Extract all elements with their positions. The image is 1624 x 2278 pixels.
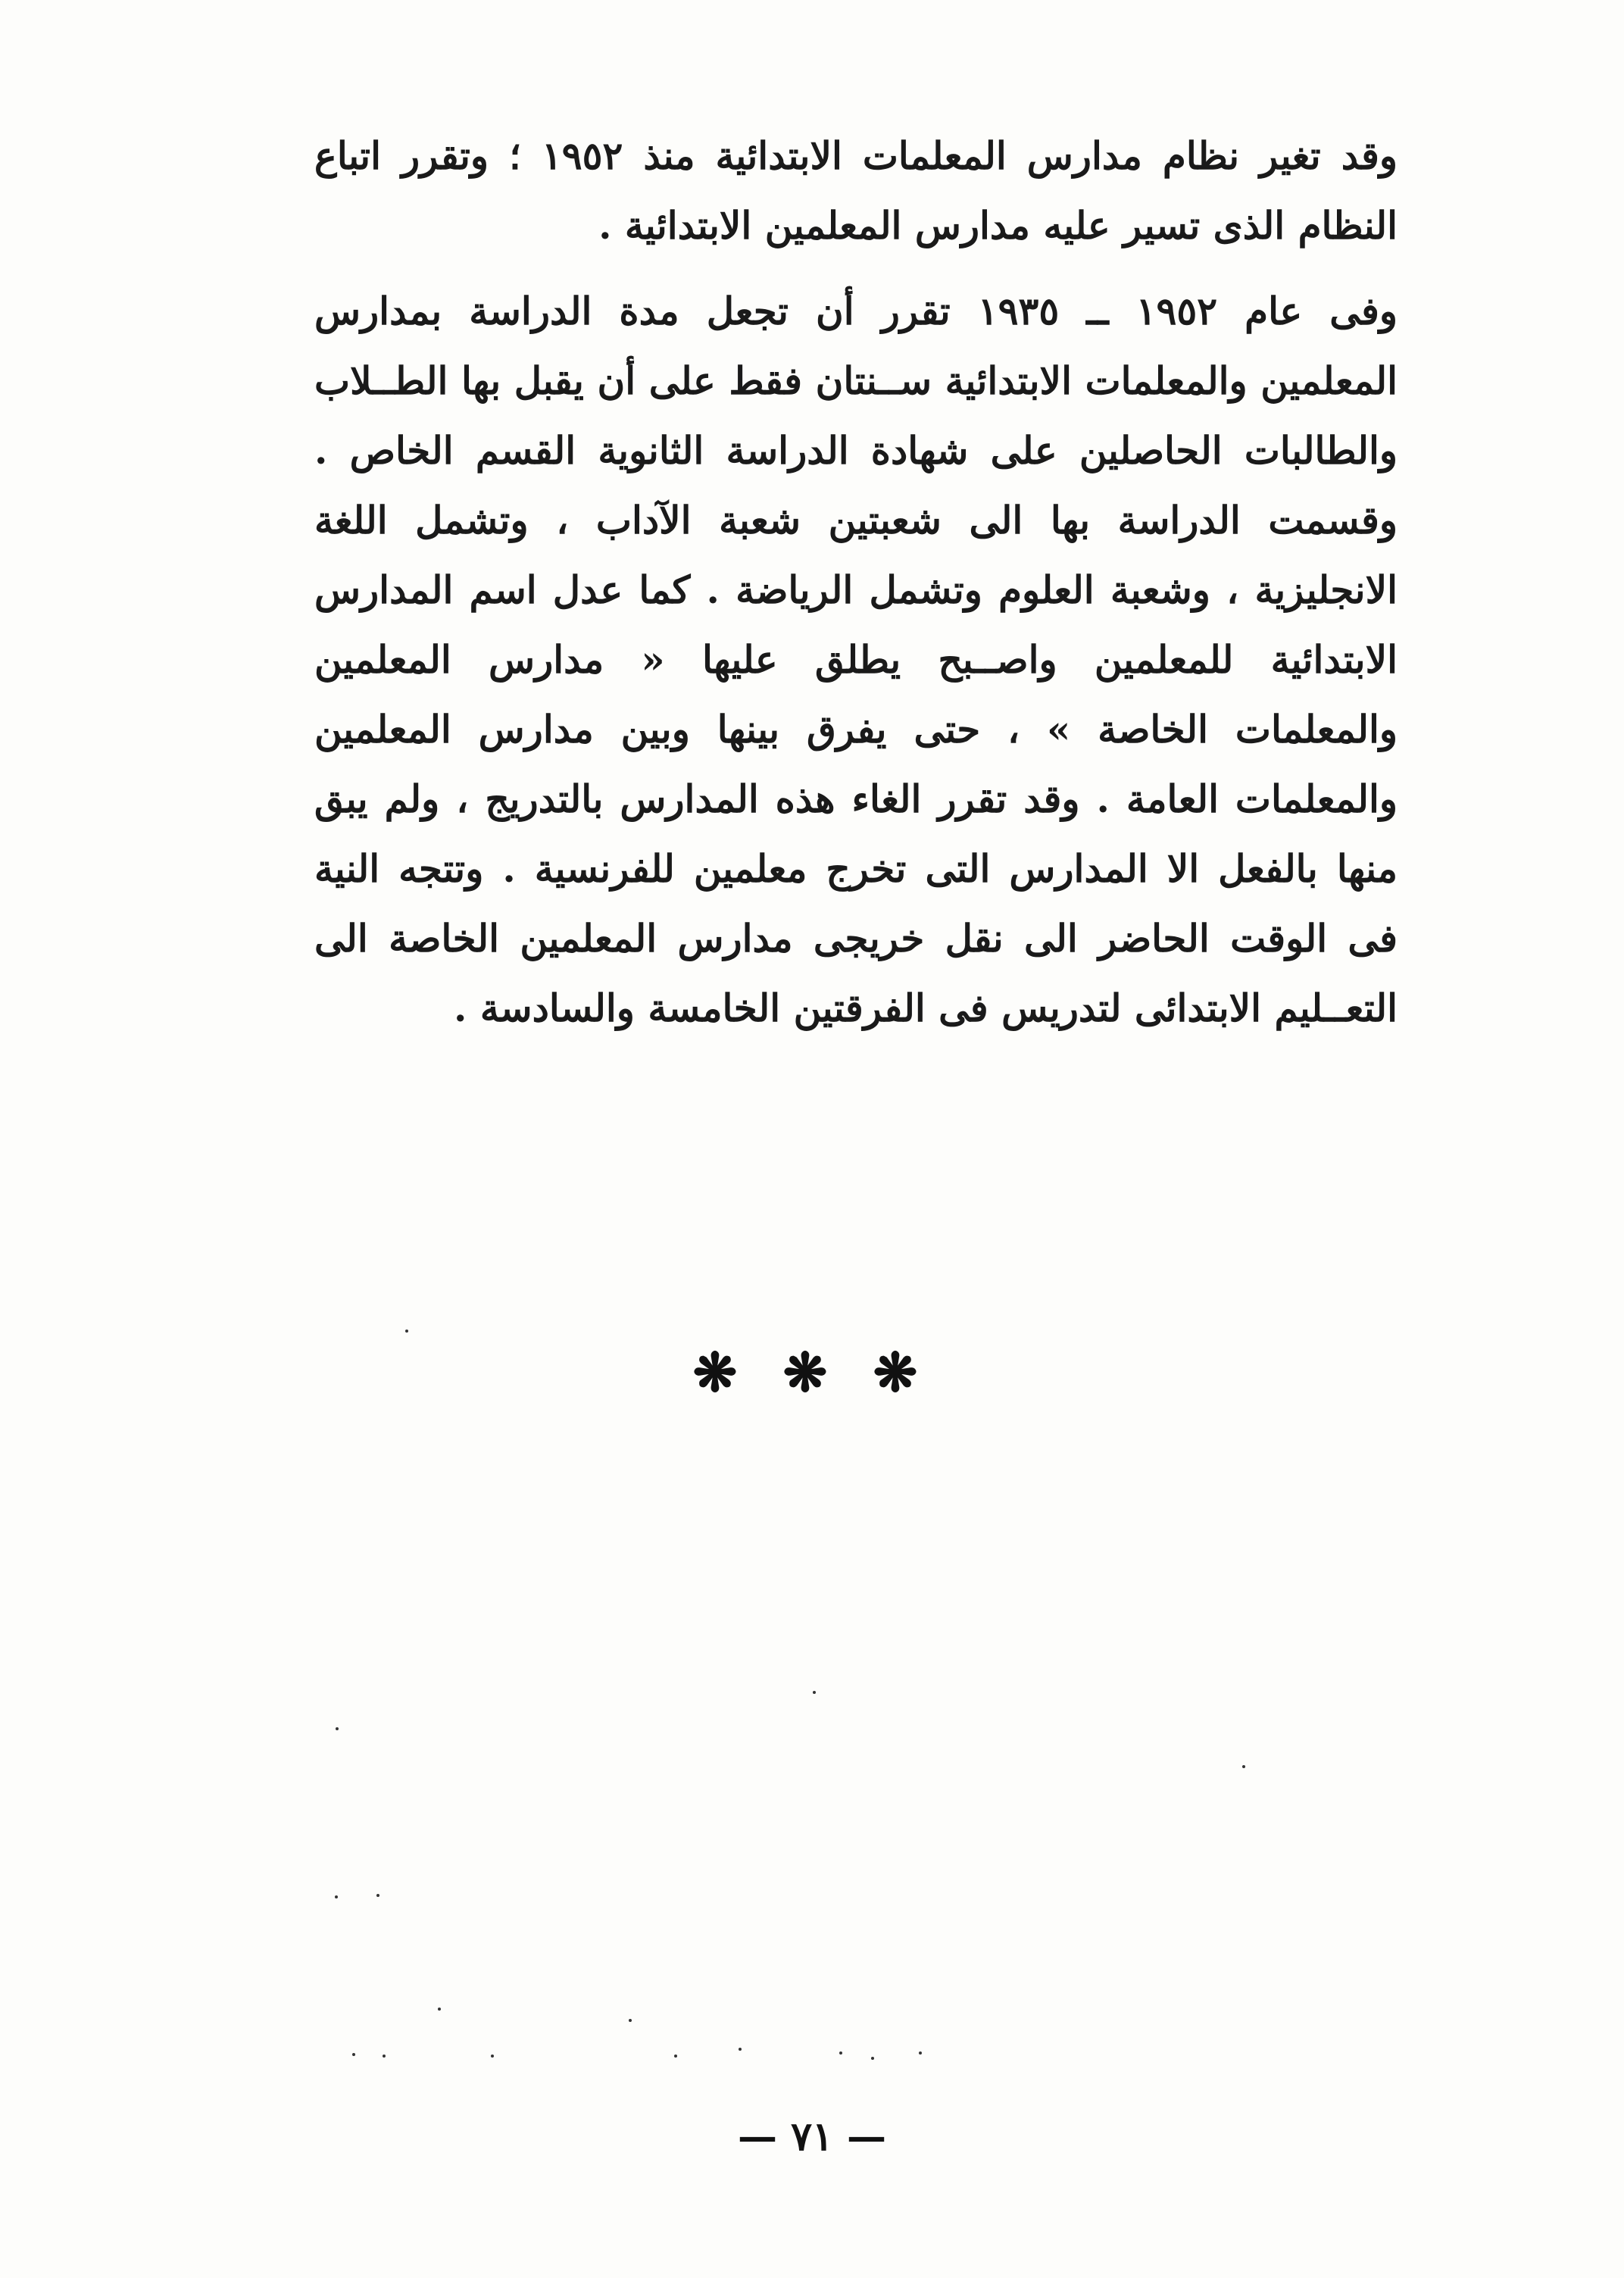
scan-speck xyxy=(376,1894,379,1897)
paragraph-1 xyxy=(314,121,1398,261)
paragraph-2-text: وفى عام ١٩٥٢ ــ ١٩٣٥ تقرر أن تجعل مدة الدراسة بمدارس المعلمين والمعلمات الابتدائية ســنتان فقط على أن يقبل بها الطــلاب والطالبات الحاصلين على شهادة الدراسة الثانوية القسم الخاص . وقسمت الدراسة بها الى شعبتين شعبة الآداب ، وتشمل اللغة الانجليزية ، وشعبة العلوم وتشمل الرياضة . كما عدل اسم المدارس الابتدائية للمعلمين واصــبح يطلق عليها « مدارس المعلمين والمعلمات الخاصة » ، حتى يفرق بينها وبين مدارس المعلمين والمعلمات العامة . وقد تقرر الغاء هذه المدارس بالتدريج ، ولم يبق منها بالفعل الا المدارس التى تخرج معلمين للفرنسية . وتتجه النية فى الوقت الحاضر الى نقل خريجى مدارس المعلمين الخاصة الى التعــليم الابتدائى لتدريس فى الفرقتين الخامسة والسادسة . xyxy=(314,289,1398,1030)
scan-speck xyxy=(491,2055,494,2058)
paragraph-2 xyxy=(314,277,1398,1043)
scan-speck xyxy=(336,1727,339,1730)
scan-speck xyxy=(674,2055,677,2058)
scan-speck xyxy=(335,1895,338,1898)
scan-speck xyxy=(839,2051,842,2055)
scan-speck xyxy=(739,2048,742,2051)
section-divider: ❋ ❋ ❋ xyxy=(692,1341,932,1404)
scan-speck xyxy=(405,1330,408,1333)
scan-speck xyxy=(352,2053,355,2056)
scan-speck xyxy=(629,2019,632,2022)
scan-speck xyxy=(438,2008,441,2011)
scan-speck xyxy=(813,1691,816,1694)
paragraph-1-text: وقد تغير نظام مدارس المعلمات الابتدائية منذ ١٩٥٢ ؛ وتقرر اتباع النظام الذى تسير عليه مدارس المعلمين الابتدائية . xyxy=(314,133,1398,248)
scan-speck xyxy=(383,2055,386,2058)
page-number: — ٧١ — xyxy=(737,2114,887,2160)
scan-speck xyxy=(1242,1765,1245,1768)
scan-speck xyxy=(871,2057,874,2060)
scan-speck xyxy=(919,2051,922,2055)
